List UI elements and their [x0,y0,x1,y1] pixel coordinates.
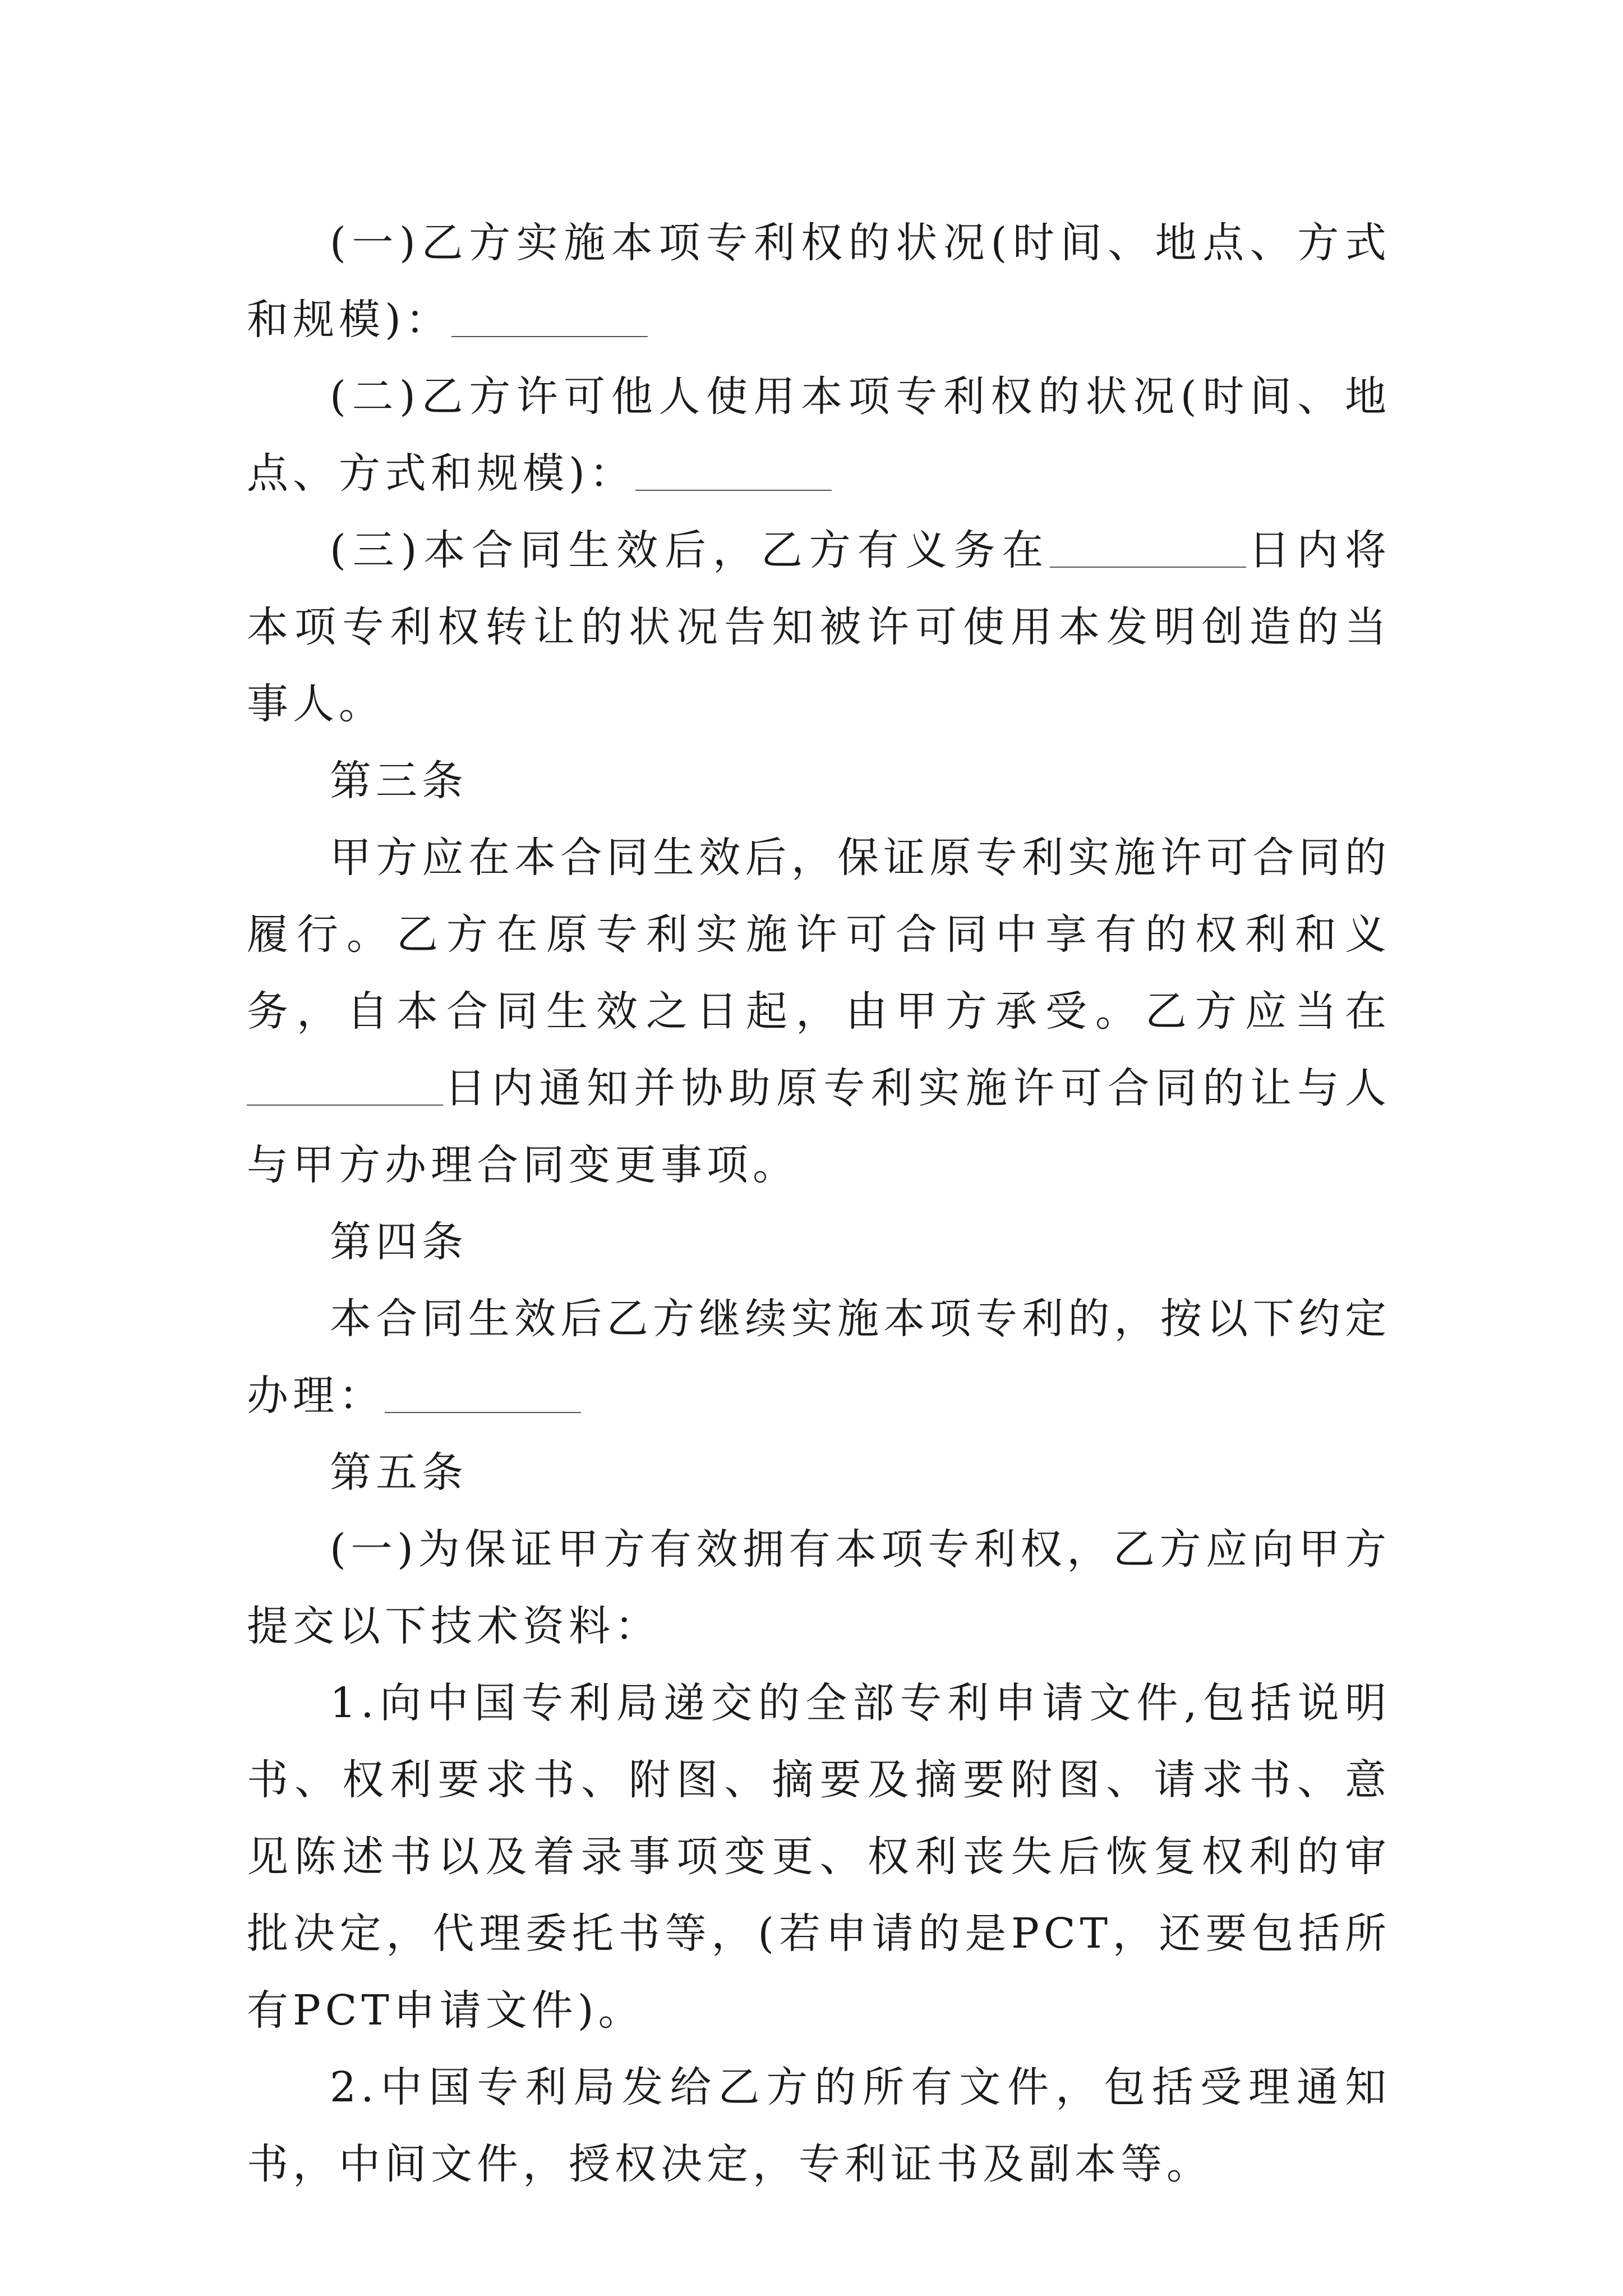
clause-1-status [247,205,1391,358]
clause-3-text-after: 日内将本项专利权转让的状况告知被许可使用本发明创造的当事人。 [247,526,1391,728]
clause-3-text-before: (三)本合同生效后，乙方有义务在 [330,526,1050,574]
article-3-text-before: 甲方应在本合同生效后，保证原专利实施许可合同的履行。乙方在原专利实施许可合同中享有的权利和义务，自本合同生效之日起，由甲方承受。乙方应当在 [247,834,1391,1036]
article-3-heading: 第三条 [330,757,468,805]
article-5-list-item-2: 2.中国专利局发给乙方的所有文件，包括受理通知书，中间文件，授权决定，专利证书及副本等。 [247,2063,1391,2188]
article-3-text-after: 日内通知并协助原专利实施许可合同的让与人与甲方办理合同变更事项。 [247,1064,1391,1189]
article-4-text: 本合同生效后乙方继续实施本项专利的，按以下约定办理： [247,1295,1391,1420]
clause-3-notify [247,512,1391,743]
article-5-item-1: (一)为保证甲方有效拥有本项专利权，乙方应向甲方提交以下技术资料： [247,1525,1391,1650]
blank-field-3[interactable] [1050,529,1246,568]
blank-field-5[interactable] [385,1374,581,1413]
article-5-list-item-1: 1.向中国专利局递交的全部专利申请文件,包括说明书、权利要求书、附图、摘要及摘要附图、请求书、意见陈述书以及着录事项变更、权利丧失后恢复权利的审批决定，代理委托书等，(若申请的是PCT，还要包括所有PCT申请文件)。 [247,1679,1391,2035]
article-3-body [247,820,1391,1204]
blank-field-4[interactable] [247,1067,443,1106]
article-4-heading: 第四条 [330,1218,468,1266]
clause-2-text: (二)乙方许可他人使用本项专利权的状况(时间、地点、方式和规模)： [247,372,1391,498]
clause-1-text: (一)乙方实施本项专利权的状况(时间、地点、方式和规模)： [247,219,1391,344]
clause-2-license-status [247,358,1391,512]
article-5-heading: 第五条 [330,1448,468,1497]
blank-field-2[interactable] [635,452,832,491]
blank-field-1[interactable] [451,298,648,337]
article-4-body [247,1281,1391,1434]
document-page [247,205,1391,2203]
